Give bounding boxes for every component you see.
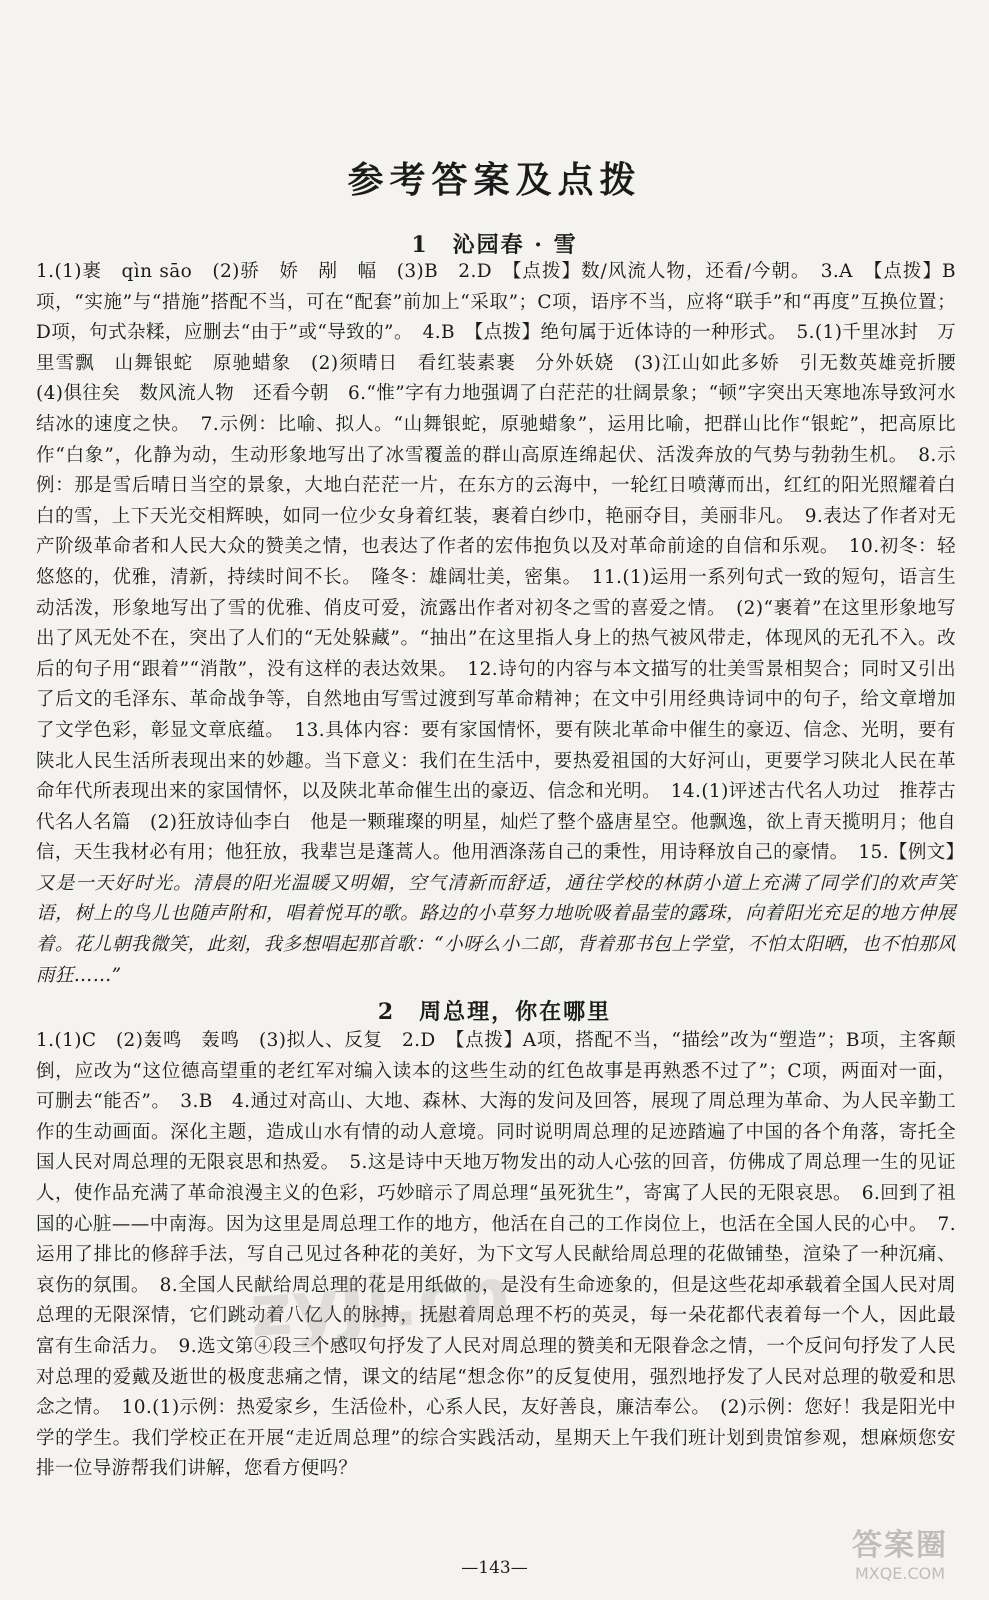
section-body-1 <box>36 257 975 991</box>
section-heading-2: 2 周总理，你在哪里 <box>377 999 612 1025</box>
section-1-essay: 又是一天好时光。清晨的阳光温暖又明媚，空气清新而舒适，通往学校的林荫小道上充满了同学们的欢声笑语，树上的鸟儿也随声附和，唱着悦耳的歌。路边的小草努力地吮吸着晶莹的露珠，向着阳光充足的地方伸展着。花儿朝我微笑，此刻，我多想唱起那首歌：“小呀么小二郎，背着那书包上学堂，不怕太阳晒，也不怕那风雨狂……” <box>36 872 956 986</box>
watermark: zyJl.cn <box>247 1250 515 1354</box>
corner-logo-url: MXQE.COM <box>854 1564 946 1583</box>
page-number: —143— <box>461 1558 528 1578</box>
section-body-2: 1.(1)C (2)轰鸣 轰鸣 (3)拟人、反复 2.D 【点拨】A项，搭配不当，“描绘”改为“塑造”；B项，主客颠倒，应改为“这位德高望重的老红军对编入读本的这些生动的红色故事是再熟悉不过了”；C项，两面对一面，可删去“能否”。 3.B 4.通过对高山、大地、森林、大海的发问及回答，展现了周总理为革命、为人民辛勤工作的生动画面。深化主题，造成山水有情的动人意境。同时说明周总理的足迹踏遍了中国的各个角落，寄托全国人民对周总理的无限哀思和热爱。 5.这是诗中天地万物发出的动人心弦的回音，仿佛成了周总理一生的见证人，使作品充满了革命浪漫主义的色彩，巧妙暗示了周总理“虽死犹生”，寄寓了人民的无限哀思。 6.回到了祖国的心脏——中南海。因为这里是周总理工作的地方，他活在自己的工作岗位上，也活在全国人民的心中。 7.运用了排比的修辞手法，写自己见过各种花的美好，为下文写人民献给周总理的花做铺垫，渲染了一种沉痛、哀伤的氛围。 8.全国人民献给周总理的花是用纸做的，是没有生命迹象的，但是这些花却承载着全国人民对周总理的无限深情，它们跳动着八亿人的脉搏，抚慰着周总理不朽的英灵，每一朵花都代表着每一个人，因此最富有生命活力。 9.选文第④段三个感叹句抒发了人民对周总理的赞美和无限眷念之情，一个反问句抒发了人民对总理的爱戴及逝世的极度悲痛之情，课文的结尾“想念你”的反复使用，强烈地抒发了人民对总理的敬爱和思念之情。 10.(1)示例：热爱家乡，生活俭朴，心系人民，友好善良，廉洁奉公。 (2)示例：您好！我是阳光中学的学生。我们学校正在开展“走近周总理”的综合实践活动，星期天上午我们班计划到贵馆参观，想麻烦您安排一位导游帮我们讲解，您看方便吗？ <box>36 1030 956 1480</box>
section-1-answers: 1.(1)裹 qìn sāo (2)骄 娇 剐 幅 (3)B 2.D 【点拨】数/风流人物，还看/今朝。 3.A 【点拨】B项，“实施”与“措施”搭配不当，可在“配套”前加上“采取”；C项，语序不当，应将“联手”和“再度”互换位置；D项，句式杂糅，应删去“由于”或“导致的”。 4.B 【点拨】绝句属于近体诗的一种形式。 5.(1)千里冰封 万里雪飘 山舞银蛇 原驰蜡象 (2)须晴日 看红装素裹 分外妖娆 (3)江山如此多娇 引无数英雄竞折腰 (4)俱往矣 数风流人物 还看今朝 6.“惟”字有力地强调了白茫茫的壮阔景象；“顿”字突出天寒地冻导致河水结冰的速度之快。 7.示例：比喻、拟人。“山舞银蛇，原驰蜡象”，运用比喻，把群山比作“银蛇”，把高原比作“白象”，化静为动，生动形象地写出了冰雪覆盖的群山高原连绵起伏、活泼奔放的气势与勃勃生机。 8.示例：那是雪后晴日当空的景象，大地白茫茫一片，在东方的云海中，一轮红日喷薄而出，红红的阳光照耀着白白的雪，上下天光交相辉映，如同一位少女身着红装，裹着白纱巾，艳丽夺目，美丽非凡。 9.表达了作者对无产阶级革命者和人民大众的赞美之情，也表达了作者的宏伟抱负以及对革命前途的自信和乐观。 10.初冬：轻悠悠的，优雅，清新，持续时间不长。 隆冬：雄阔壮美，密集。 11.(1)运用一系列句式一致的短句，语言生动活泼，形象地写出了雪的优雅、俏皮可爱，流露出作者对初冬之雪的喜爱之情。 (2)“裹着”在这里形象地写出了风无处不在，突出了人们的“无处躲藏”。“抽出”在这里指人身上的热气被风带走，体现风的无孔不入。改后的句子用“跟着”“消散”，没有这样的表达效果。 12.诗句的内容与本文描写的壮美雪景相契合；同时又引出了后文的毛泽东、革命战争等，自然地由写雪过渡到写革命精神；在文中引用经典诗词中的句子，给文章增加了文学色彩，彰显文章底蕴。 13.具体内容：要有家国情怀，要有陕北革命中催生的豪迈、信念、光明，要有陕北人民生活所表现出来的妙趣。当下意义：我们在生活中，要热爱祖国的大好河山，更要学习陕北人民在革命年代所表现出来的家国情怀，以及陕北革命催生出的豪迈、信念和光明。 14.(1)评述古代名人功过 推荐古代名人名篇 (2)狂放诗仙李白 他是一颗璀璨的明星，灿烂了整个盛唐星空。他飘逸，欲上青天揽明月；他自信，天生我材必有用；他狂放，我辈岂是蓬蒿人。他用酒涤荡自己的秉性，用诗释放自己的豪情。 15.【例文】 <box>36 261 975 864</box>
section-heading-1: 1 沁园春 · 雪 <box>411 232 578 258</box>
corner-logo <box>830 1520 970 1590</box>
corner-logo-text: 答案圈 <box>852 1528 948 1563</box>
page-title: 参考答案及点拨 <box>347 159 642 201</box>
